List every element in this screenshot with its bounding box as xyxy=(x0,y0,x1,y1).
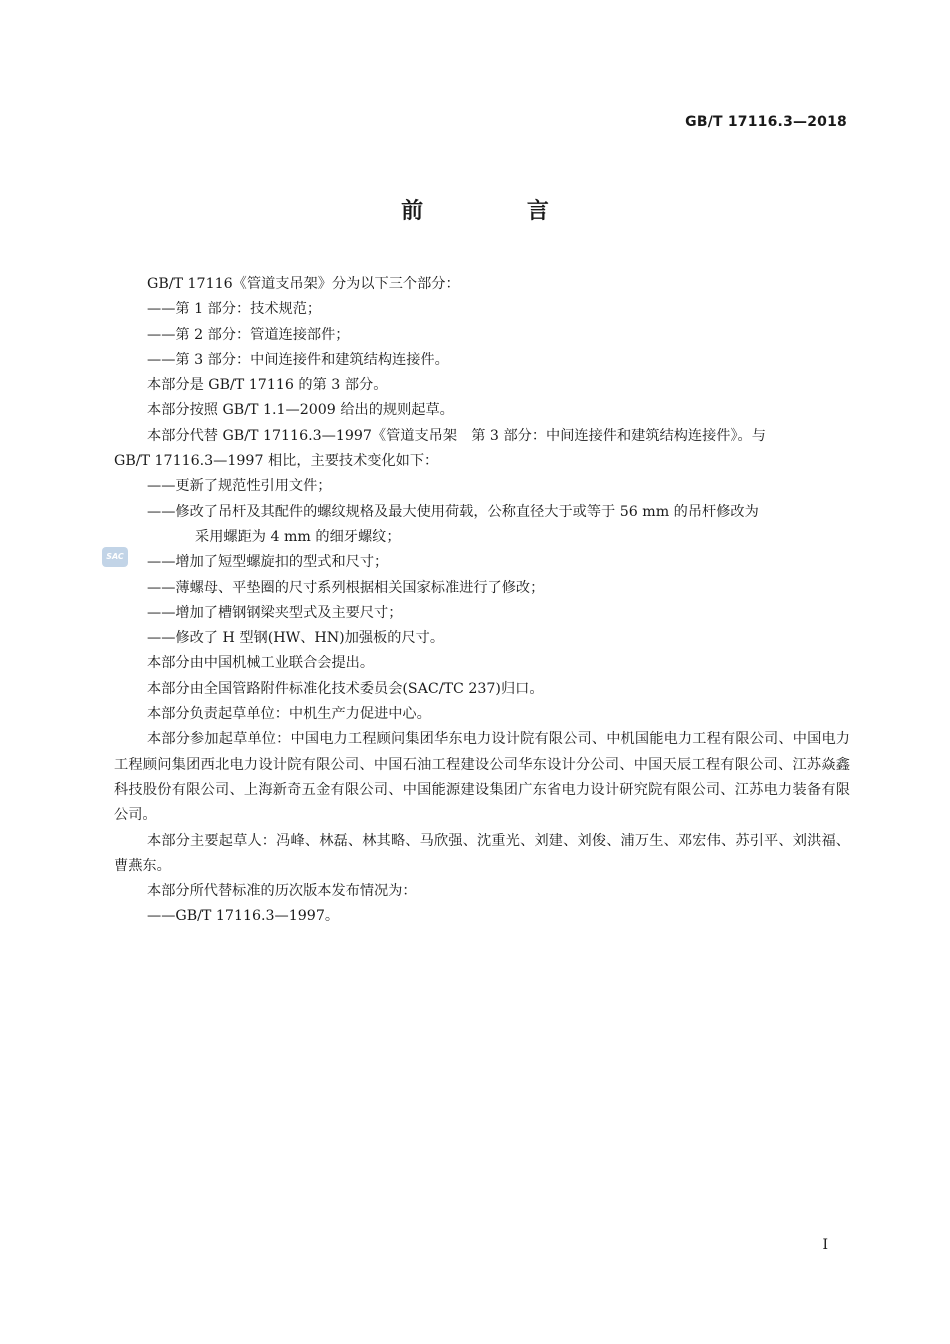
paragraph-continuation: GB/T 17116.3—1997 相比，主要技术变化如下： xyxy=(114,453,439,470)
paragraph: 本部分按照 GB/T 1.1—2009 给出的规则起草。 xyxy=(147,402,454,419)
list-item: ——GB/T 17116.3—1997。 xyxy=(147,908,340,925)
list-item: ——第 2 部分：管道连接部件； xyxy=(147,326,350,343)
paragraph: 本部分所代替标准的历次版本发布情况为： xyxy=(147,883,417,900)
paragraph: 本部分由全国管路附件标准化技术委员会(SAC/TC 237)归口。 xyxy=(147,680,544,697)
list-item-continuation: 采用螺距为 4 mm 的细牙螺纹； xyxy=(195,528,401,545)
paragraph: 本部分是 GB/T 17116 的第 3 部分。 xyxy=(147,377,388,394)
list-item: ——增加了短型螺旋扣的型式和尺寸； xyxy=(147,554,389,571)
list-item: ——增加了槽钢钢梁夹型式及主要尺寸； xyxy=(147,604,403,621)
paragraph: 本部分负责起草单位：中机生产力促进中心。 xyxy=(147,706,431,723)
document-code: GB/T 17116.3—2018 xyxy=(685,114,847,130)
paragraph: 本部分由中国机械工业联合会提出。 xyxy=(147,655,375,672)
list-item: ——修改了吊杆及其配件的螺纹规格及最大使用荷载，公称直径大于或等于 56 mm 的吊杆修改为 xyxy=(147,503,759,520)
list-item: ——更新了规范性引用文件； xyxy=(147,478,332,495)
paragraph: 本部分参加起草单位：中国电力工程顾问集团华东电力设计院有限公司、中机国能电力工程有限公司、中国电力工程顾问集团西北电力设计院有限公司、中国石油工程建设公司华东设计分公司、中国天辰工程有限公司、江苏焱鑫科技股份有限公司、上海新奇五金有限公司、中国能源建设集团广东省电力设计研究院有限公司、江苏电力装备有限公司。 xyxy=(114,731,850,824)
document-body xyxy=(114,272,850,930)
page-title: 前 言 xyxy=(401,199,597,224)
list-item: ——第 1 部分：技术规范； xyxy=(147,301,322,318)
paragraph: 本部分主要起草人：冯峰、林磊、林其略、马欣强、沈重光、刘建、刘俊、浦万生、邓宏伟、苏引平、刘洪福、曹燕东。 xyxy=(114,832,850,874)
paragraph: GB/T 17116《管道支吊架》分为以下三个部分： xyxy=(147,276,460,292)
list-item: ——修改了 H 型钢(HW、HN)加强板的尺寸。 xyxy=(147,630,445,647)
list-item: ——第 3 部分：中间连接件和建筑结构连接件。 xyxy=(147,351,449,368)
sac-watermark-logo: SAC xyxy=(102,547,128,567)
paragraph: 本部分代替 GB/T 17116.3—1997《管道支吊架 第 3 部分：中间连接件和建筑结构连接件》。与 xyxy=(147,427,766,444)
list-item: ——薄螺母、平垫圈的尺寸系列根据相关国家标准进行了修改； xyxy=(147,579,545,596)
page-number: I xyxy=(822,1237,828,1253)
